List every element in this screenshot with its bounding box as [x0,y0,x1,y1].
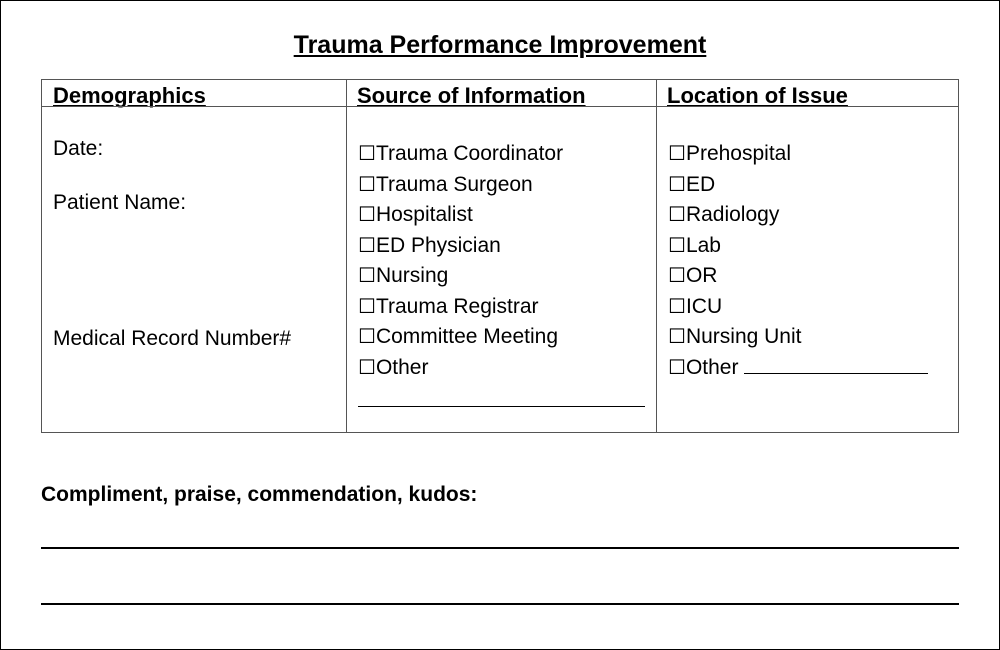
option-nursing-unit[interactable] [668,321,928,352]
checkbox-icon[interactable]: ☐ [668,324,686,348]
checkbox-icon[interactable]: ☐ [358,171,376,196]
kudos-label: Compliment, praise, commendation, kudos: [41,483,478,506]
source-column [346,80,657,432]
option-other[interactable] [358,352,563,383]
checkbox-icon[interactable]: ☐ [358,232,376,257]
option-prehospital[interactable] [668,138,928,169]
option-label: Nursing [375,264,449,287]
checkbox-icon[interactable]: ☐ [358,354,376,379]
checkbox-icon[interactable]: ☐ [668,263,686,287]
form-title: Trauma Performance Improvement [293,31,707,59]
source-other-blank[interactable] [358,406,645,407]
option-hospitalist[interactable] [358,199,563,230]
checkbox-icon[interactable]: ☐ [668,354,686,379]
location-column [656,80,958,432]
option-committee-meeting[interactable] [358,321,563,352]
option-icu[interactable] [668,291,928,322]
option-label: Lab [685,233,721,257]
checkbox-icon[interactable]: ☐ [358,263,376,287]
option-lab[interactable] [668,230,928,261]
option-label: ED Physician [375,233,501,257]
checkbox-icon[interactable]: ☐ [358,141,376,165]
option-other[interactable] [668,352,928,383]
info-table [41,79,959,433]
option-label: Radiology [685,203,780,226]
date-label: Date: [53,137,104,160]
checkbox-icon[interactable]: ☐ [668,202,686,226]
option-label: Trauma Registrar [375,294,539,318]
option-label: Hospitalist [375,203,473,226]
option-label: Other [685,355,739,379]
demographics-column [42,80,347,432]
option-trauma-coordinator[interactable] [358,138,563,169]
option-label: Trauma Coordinator [375,142,564,165]
option-label: Committee Meeting [375,325,559,348]
option-label: ED [685,172,716,196]
checkbox-icon[interactable]: ☐ [358,202,376,226]
checkbox-icon[interactable]: ☐ [668,293,686,318]
option-label: Trauma Surgeon [375,172,533,196]
source-options [358,138,563,382]
option-radiology[interactable] [668,199,928,230]
location-options [668,138,928,382]
option-trauma-registrar[interactable] [358,291,563,322]
checkbox-icon[interactable]: ☐ [358,324,376,348]
option-trauma-surgeon[interactable] [358,169,563,200]
checkbox-icon[interactable]: ☐ [358,293,376,318]
demographics-heading: Demographics [53,83,206,108]
other-blank[interactable] [744,353,928,374]
patient-name-label: Patient Name: [53,191,187,214]
kudos-line-1[interactable] [41,547,959,549]
option-label: OR [685,264,718,287]
table-header-divider [41,106,959,107]
location-heading: Location of Issue [667,83,848,108]
checkbox-icon[interactable]: ☐ [668,232,686,257]
medical-record-number-label: Medical Record Number# [53,327,292,350]
checkbox-icon[interactable]: ☐ [668,141,686,165]
option-label: Nursing Unit [685,325,802,348]
source-heading: Source of Information [357,83,586,108]
option-label: Other [375,355,429,379]
option-label: Prehospital [685,142,791,165]
option-ed-physician[interactable] [358,230,563,261]
option-or[interactable] [668,260,928,291]
checkbox-icon[interactable]: ☐ [668,171,686,196]
option-nursing[interactable] [358,260,563,291]
kudos-line-2[interactable] [41,603,959,605]
option-ed[interactable] [668,169,928,200]
option-label: ICU [685,294,723,318]
